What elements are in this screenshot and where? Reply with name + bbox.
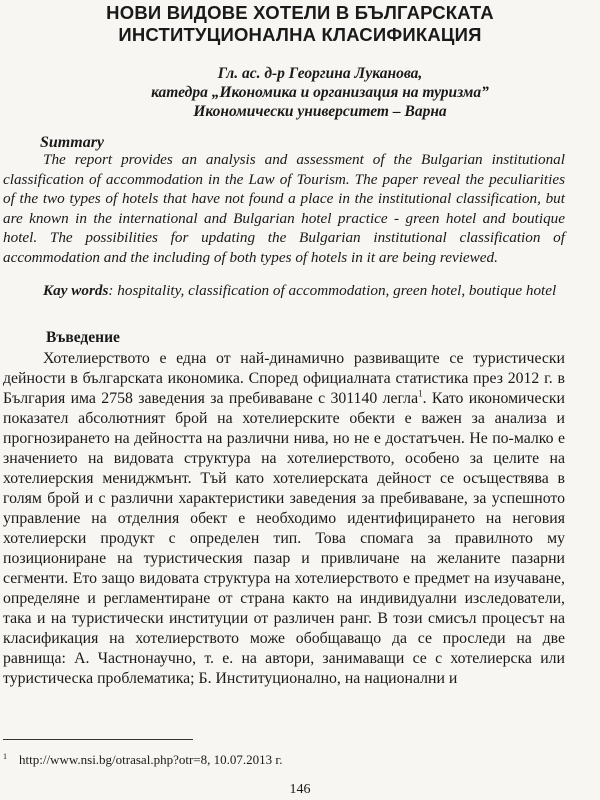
footnote <box>3 752 282 768</box>
author-university: Икономически университет – Варна <box>193 103 447 120</box>
article-title <box>40 2 560 46</box>
title-line-2: ИНСТИТУЦИОНАЛНА КЛАСИФИКАЦИЯ <box>118 24 482 45</box>
author-block <box>100 64 540 121</box>
intro-paragraph <box>3 349 565 689</box>
footnote-divider <box>3 739 193 740</box>
footnote-number: 1 <box>3 751 7 761</box>
footnote-text: http://www.nsi.bg/otrasal.php?otr=8, 10.07.2013 г. <box>19 752 283 767</box>
keywords-text: : hospitality, classification of accommodation, green hotel, boutique hotel <box>108 282 557 299</box>
author-department: катедра „Икономика и организация на туризма” <box>151 84 489 101</box>
footnote-reference: 1 <box>418 388 423 399</box>
intro-text-part-2: . Като икономически показател абсолютният брой на хотелиерските обекти е важен за анализа и прогнозирането на дейността на различни нива, но не е достатъчен. Не по-малко е значението на видовата структура на хотелиерството, особено за целите на хотелиерския мениджмънт. Тъй като хотелиерската дейност се осъществява в голям брой и с различни характеристики заведения за пребиваване, за успешното управление на отделния обект е необходимо идентифицирането на неговия хотелиерски продукт с определен тип. Това спомага за правилното му позициониране на туристическия пазар и привличане на желаните пазарни сегменти. Ето защо видовата структура на хотелиерството е предмет на изучаване, определяне и регламентиране от страна както на индивидуални изследователи, така и на туристически институции от различен ранг. В този смисъл процесът на класификация на хотелиерството може обобщаващо да се проследи на две равнища: А. Частнонаучно, т. е. на автори, занимаващи се с хотелиерска или туристическа проблематика; Б. Институционално, на национални и <box>3 390 566 687</box>
summary-text: The report provides an analysis and assessment of the Bulgarian institutional classification of accommodation in the Law of Tourism. The paper reveal the peculiarities of the two types of hotels that have not found a place in the institutional classification, but are known in the international and Bulgarian hotel practice - green hotel and boutique hotel. The possibilities for updating the Bulgarian institutional classification of accommodation and the including of both types of hotels in it are being reviewed. <box>3 151 565 266</box>
keywords-paragraph <box>3 281 565 301</box>
keywords-label: Kay words <box>43 282 109 299</box>
intro-heading: Въведение <box>46 329 120 346</box>
summary-heading: Summary <box>40 134 105 151</box>
title-line-1: НОВИ ВИДОВЕ ХОТЕЛИ В БЪЛГАРСКАТА <box>106 2 494 23</box>
page-number: 146 <box>289 782 311 797</box>
author-name: Гл. ас. д-р Георгина Луканова, <box>217 65 423 82</box>
intro-text-part-1: Хотелиерството е една от най-динамично развиващите се туристически дейности в българската икономика. Според официалната статистика през 2012 г. в България има 2758 заведения за пребиваване с 301140 легла <box>3 350 565 407</box>
